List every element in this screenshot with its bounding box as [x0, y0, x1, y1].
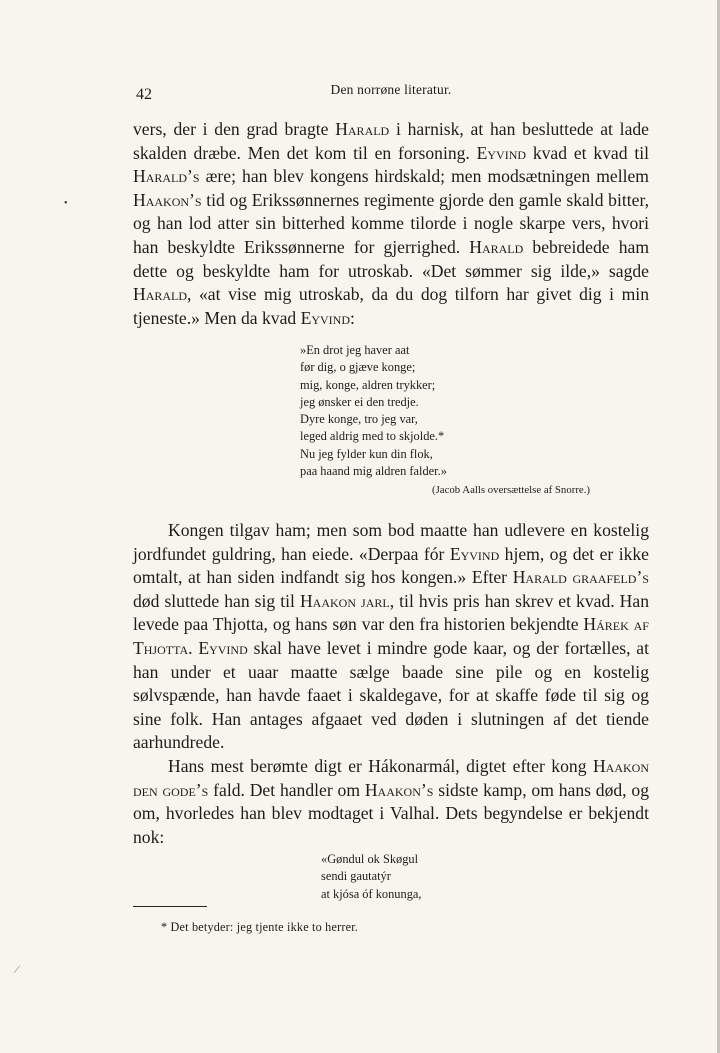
- name-haakon-den-gode: Haakon den gode’s: [133, 755, 649, 800]
- poem-attribution: (Jacob Aalls oversættelse af Snorre.): [432, 484, 591, 496]
- name-haralds: Harald’s: [133, 166, 200, 187]
- poem-line: «Gøndul ok Skøgul: [321, 852, 419, 866]
- poem-line: at kjósa óf konunga,: [321, 886, 422, 901]
- poem-quote-2: [321, 851, 561, 903]
- name-eyvind: Eyvind: [198, 637, 248, 658]
- margin-mark: ⁄: [16, 962, 19, 976]
- poem-line: »En drot jeg haver aat: [300, 343, 410, 357]
- name-eyvind: Eyvind: [300, 307, 351, 328]
- poem-line: Nu jeg fylder kun din flok,: [300, 446, 433, 461]
- name-harek: Hárek af Thjotta: [133, 614, 649, 658]
- paragraph-2: Kongen tilgav ham; men som bod maatte han udlevere en kostelig jordfundet guldring, han eiede. «Derpaa fór Eyvind hjem, og det er ikke omtalt, at han siden indfandt sig hos kongen.» Efter Harald graafeld’s død sluttede han sig til Haakon jarl, til hvis pris han skrev et kvad. Han levede paa Thjotta, og hans søn var den fra historien bekjendte Hárek af Thjotta. Eyvind skal have levet i mindre gode kaar, og der fortælles, at han under et uaar maatte sælge baade sine pile og en kostelig sølvspænde, han havde faaet i skaldegave, for at skaffe føde til sig og sine folk. Han antages afgaaet ved døden i slutningen af det tiende aarhundrede.: [133, 520, 650, 753]
- paragraph-3: Hans mest berømte digt er Hákonarmál, digtet efter kong Haakon den gode’s fald. Det handler om Haakon’s sidste kamp, om hans død, og om, hvorledes han blev modtaget i Valhal. Dets begyndelse er bekjendt nok:: [133, 755, 649, 847]
- body-text-top: [133, 118, 649, 330]
- name-eyvind: Eyvind: [476, 142, 527, 163]
- poem-line: sendi gautatýr: [321, 869, 391, 884]
- poem-line: leged aldrig med to skjolde.*: [300, 429, 445, 444]
- poem-line: paa haand mig aldren falder.»: [300, 464, 447, 479]
- name-harald-graafeld: Harald graafeld’s: [512, 567, 649, 588]
- name-haakon-jarl: Haakon jarl: [299, 590, 390, 611]
- page-header: [132, 82, 650, 106]
- name-haakons: Haakon’s: [364, 779, 434, 800]
- poem-line: før dig, o gjæve konge;: [300, 360, 416, 375]
- name-harald: Harald: [469, 236, 524, 257]
- running-title: Den norrøne literatur.: [330, 82, 452, 97]
- footnote-rule: [133, 906, 207, 907]
- footnote: * Det betyder: jeg tjente ikke to herrer.: [161, 920, 359, 934]
- name-haakons: Haakon’s: [133, 189, 202, 210]
- poem-line: Dyre konge, tro jeg var,: [300, 412, 418, 427]
- poem-line: jeg ønsker ei den tredje.: [300, 394, 419, 409]
- margin-dot: •: [64, 198, 68, 209]
- poem-line: mig, konge, aldren trykker;: [300, 377, 436, 392]
- page-number: 42: [136, 86, 152, 103]
- name-eyvind: Eyvind: [449, 543, 500, 564]
- name-harald: Harald: [133, 284, 188, 305]
- poem-quote-1: [300, 342, 560, 480]
- paragraph-1: vers, der i den grad bragte Harald i harnisk, at han besluttede at lade skalden dræbe. Men det kom til en forsoning. Eyvind kvad et kvad til Harald’s ære; han blev kongens hirdskald; men modsætningen mellem Haakon’s tid og Erikssønnernes regimente gjorde den gamle skald bitter, og han lod atter sin bitterhed komme tilorde i nogle skarpe vers, hvori han beskyldte Erikssønnerne for gjerrighed. Harald bebreidede ham dette og beskyldte ham for utroskab. «Det sømmer sig ilde,» sagde Harald, «at vise mig utroskab, da du dog tilforn har givet dig i min tjeneste.» Men da kvad Eyvind:: [133, 119, 649, 328]
- name-harald: Harald: [335, 119, 390, 139]
- body-text-bottom: [133, 519, 649, 849]
